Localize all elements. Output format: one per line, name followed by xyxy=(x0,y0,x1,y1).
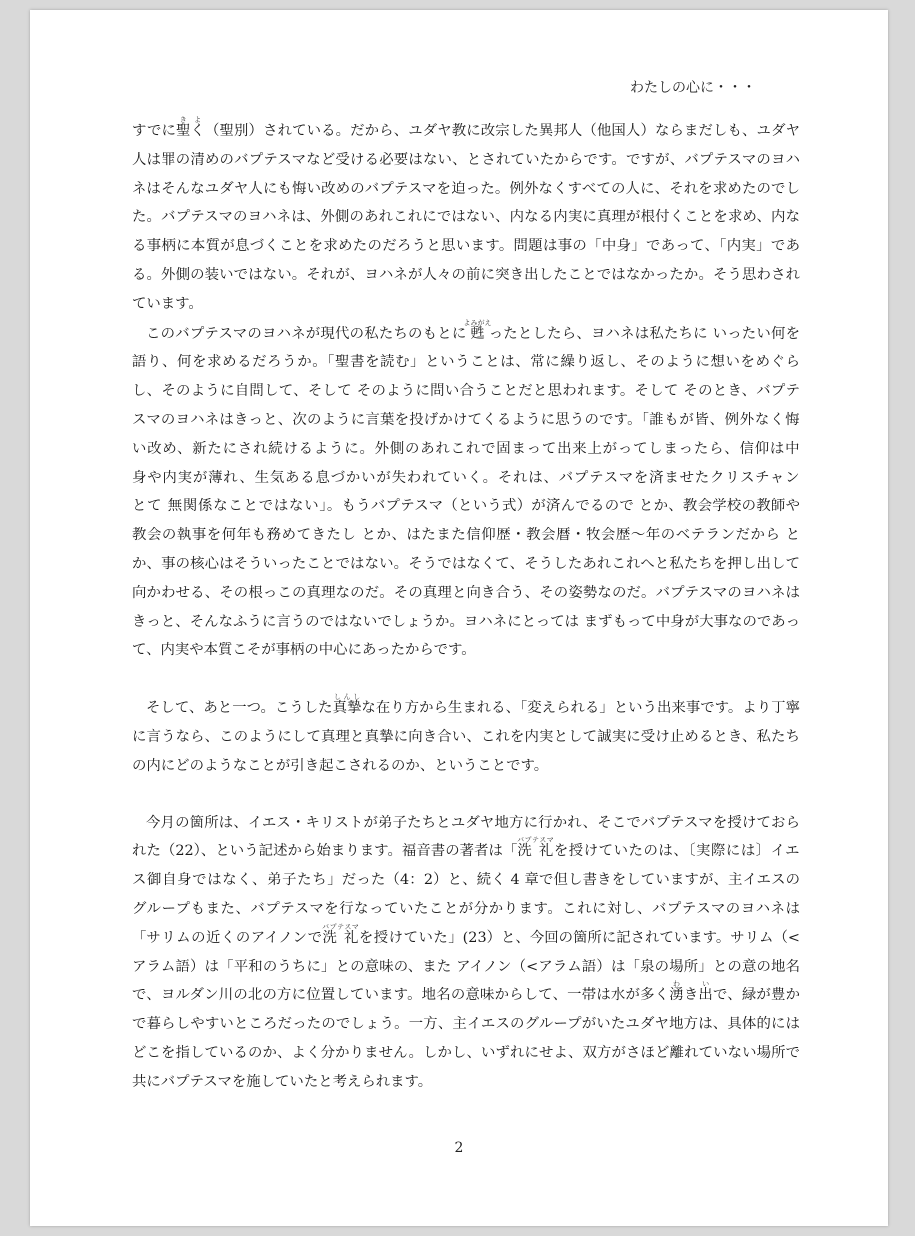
text-run: （聖別）されている。だから、ユダヤ教に改宗した異邦人（他国人）ならまだしも、ユダヤ人は罪の清めのバプテスマなど受ける必要はない、とされていたからです。ですが、バプテスマのヨハネはそんなユダヤ人にも悔い改めのバプテスマを迫った。例外なくすべての人に、それを求めたのでした。バプテスマのヨハネは、外側のあれこれにではない、内なる内実に真理が根付くことを求め、内なる事柄に本質が息づくことを求めたのだろうと思います。問題は事の「中身」であって、「内実」である。外側の装いではない。それが、ヨハネが人々の前に突き出したことではなかったか。そう思わされています。 xyxy=(132,123,800,312)
paragraph-gap xyxy=(132,665,800,693)
paragraph-2 xyxy=(132,319,800,666)
ruby-reading: わ xyxy=(669,980,684,989)
ruby-reading: きよ xyxy=(175,116,205,124)
ruby-annotated-word xyxy=(322,922,360,946)
ruby-base: 洗 礼 xyxy=(517,843,555,860)
text-run: 」(23）と、今回の箇所に記されています。サリム（<アラム語）は「平和のうちに」との意味の、また アイノン（<アラム語）は「泉の場所」との意の地名で、ヨルダン川の北の方に位置しています。地名の意味からして、一帯は水が多く xyxy=(132,929,800,1004)
quoted-text: サリムの近くのアイノンで xyxy=(146,929,323,946)
text-run: 今月の箇所は、イエス・キリストが弟子たちとユダヤ地方に行かれ、そこでバプテスマを授けておられた（22）、という記述から始まります。福音書の著者は「 xyxy=(132,814,800,860)
ruby-reading: い xyxy=(698,980,713,989)
paragraph-4 xyxy=(132,809,800,1097)
ruby-reading: バプテスマ xyxy=(322,922,360,931)
ruby-base: 洗 礼 xyxy=(322,929,360,946)
text-run: 」だった（4：2）と、続く 4 章で但し書きをしていますが、主イエスのグループもまた、バプテスマを行なっていたことが分かります。これに対し、バプテスマのヨハネは「 xyxy=(132,872,801,946)
running-header: わたしの心に・・・ xyxy=(630,80,756,96)
ruby-base: 湧 xyxy=(669,987,684,1004)
ruby-annotated-word xyxy=(698,980,713,1004)
text-run: ったとしたら、ヨハネは私たちに いったい何を語り、何を求めるだろうか。「聖書を読む」ということは、常に繰り返し、そのように想いをめぐらし、そのように自問して、そして そのように問い合うことだと思われます。そして そのとき、バプテスマのヨハネはきっと、次のように言葉を投げかけてくるように思うのです。「 xyxy=(132,325,801,428)
ruby-reading: よみがえ xyxy=(463,318,492,327)
ruby-base: 聖く xyxy=(175,123,206,139)
paragraph-3 xyxy=(132,693,800,780)
ruby-annotated-word xyxy=(669,980,684,1004)
ruby-base: 甦 xyxy=(463,325,492,342)
text-run: き xyxy=(683,987,699,1004)
ruby-reading: しんし xyxy=(332,693,362,702)
text-run: 」。もうバプテスマ（という式）が済んでるので とか、教会学校の教師や教会の執事を何年も務めてきたし とか、はたまた信仰歴・教会暦・牧会歴〜年のベテランだから とか、事の核心はそういったことではない。そうではなくて、そうしたあれこれへと私たちを押し出して向かわせる、その根っこの真理なのだ。その真理と向き合う、その姿勢なのだ。バプテスマのヨハネはきっと、そんなふうに言うのではないでしょうか。ヨハネにとっては まずもって中身が大事なのであって、内実や本質こそが事柄の中心にあったからです。 xyxy=(132,498,800,659)
page-number: 2 xyxy=(454,1140,464,1156)
ruby-base: 出 xyxy=(698,987,713,1004)
text-run: な在り方から生まれる、「変えられる」という出来事です。より丁寧に言うなら、このようにして真理と真摯に向き合い、これを内実として誠実に受け止めるとき、私たちの内にどのようなことが引き起こされるのか、ということです。 xyxy=(132,700,800,774)
quoted-text: を授けていた xyxy=(358,929,449,946)
paragraph-gap xyxy=(132,781,800,809)
quoted-text: を授けていたのは、〔実際には〕イエス御自身ではなく、弟子たち xyxy=(132,843,800,889)
ruby-annotated-word xyxy=(175,116,206,139)
ruby-reading: バプテスマ xyxy=(517,836,555,845)
text-run: すでに xyxy=(132,123,176,139)
body-text xyxy=(132,116,800,1097)
document-page xyxy=(30,10,888,1226)
quoted-text: 誰もが皆、例外なく悔い改め、新たにされ続けるように。外側のあれこれで固まって出来上がってしまったら、信仰は中身や内実が薄れ、生気ある息づかいが失われていく。それは、バプテスマを済ませたクリスチャンとて 無関係なことではない xyxy=(132,411,800,515)
ruby-annotated-word xyxy=(463,318,492,342)
text-run: そして、あと一つ。こうした xyxy=(146,700,333,717)
paragraph-1 xyxy=(132,116,800,319)
ruby-annotated-word xyxy=(517,836,555,860)
text-run: このバプテスマのヨハネが現代の私たちのもとに xyxy=(146,325,467,342)
ruby-base: 真摯 xyxy=(332,700,362,717)
text-run: で、緑が豊かで暮らしやすいところだったのでしょう。一方、主イエスのグループがいたユダヤ地方は、具体的にはどこを指しているのか、よく分かりません。しかし、いずれにせよ、双方がさほど離れていない場所で 共にバプテスマを施していたと考えられます。 xyxy=(132,987,800,1090)
ruby-annotated-word xyxy=(332,693,362,717)
